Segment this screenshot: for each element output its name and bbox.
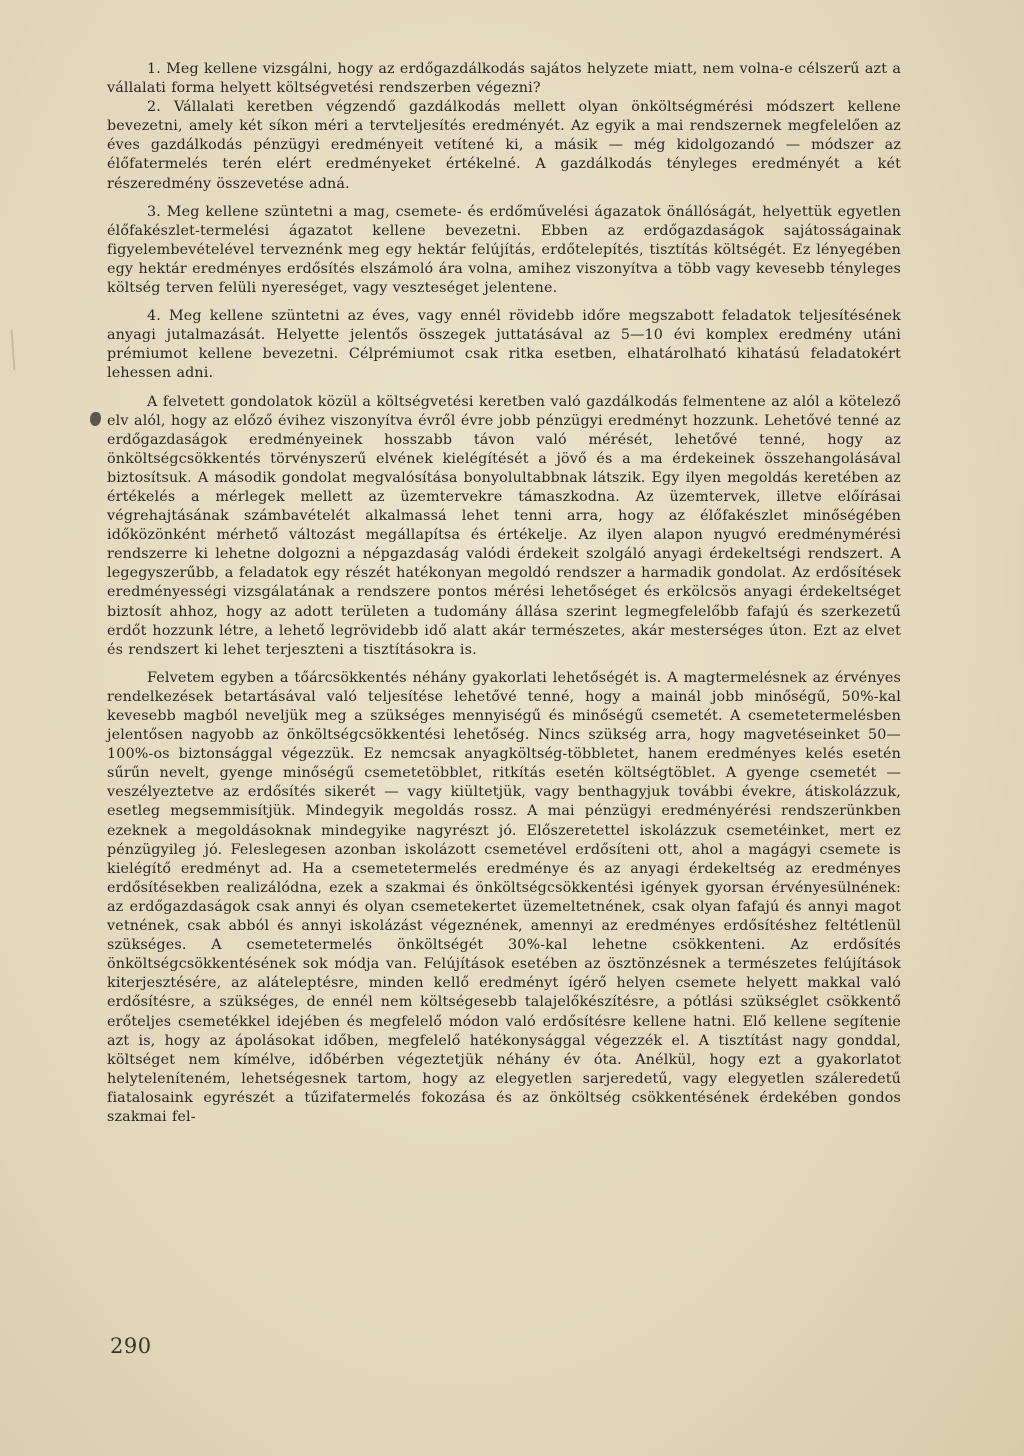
- paragraph-4: 4. Meg kellene szüntetni az éves, vagy ennél rövidebb időre megszabott feladatok teljesítésének anyagi jutalmazását. Helyette jelentős összegek juttatásával az 5—10 évi komplex eredmény utáni prémiumot kellene bevezetni. Célprémiumot csak ritka esetben, elhatárolható kihatású feladatokért lehessen adni.: [107, 308, 901, 382]
- ink-mark: [90, 412, 101, 426]
- paragraph-1: 1. Meg kellene vizsgálni, hogy az erdőgazdálkodás sajátos helyzete miatt, nem volna-e célszerű azt a vállalati forma helyett költségvetési rendszerben végezni?: [107, 61, 901, 97]
- paragraph-5: A felvetett gondolatok közül a költségvetési keretben való gazdálkodás felmentene az alól a kötelező elv alól, hogy az előző évihez viszonyítva évről évre jobb pénzügyi eredményt hozzunk. Lehetővé tenné az erdőgazdaságok eredményeinek hosszabb távon való mérését, lehetővé tenné, hogy az önköltségcsökkentés törvényszerű elvének kielégítését a jövő és a ma érdekeinek összehangolásával biztosítsuk. A második gondolat megvalósítása bonyolultabbnak látszik. Egy ilyen megoldás keretében az értékelés a mérlegek mellett az üzemtervekre támaszkodna. Az üzemtervek, illetve előírásai végrehajtásának számbavételét alkalmassá lehet tenni arra, hogy az élőfakészlet minőségében időközönként mérhető változást megállapítsa és értékelje. Az ilyen alapon nyugvó eredménymérési rendszerre ki lehetne dolgozni a népgazdaság valódi érdekeit szolgáló anyagi érdekeltségi rendszert. A legegyszerűbb, a feladatok egy részét hatékonyan megoldó rendszer a harmadik gondolat. Az erdősítések eredményességi vizsgálatának a rendszere pontos mérési lehetőséget és erkölcsös anyagi érdekeltséget biztosít ahhoz, hogy az adott területen a tudomány állása szerint legmegfelelőbb fafajú és szerkezetű erdőt hozzunk létre, a lehető legrövidebb idő alatt akár természetes, akár mesterséges úton. Ezt az elvet és rendszert ki lehet terjeszteni a tisztításokra is.: [107, 393, 901, 658]
- paper-crease: [11, 330, 16, 370]
- paragraph-6: Felvetem egyben a tőárcsökkentés néhány gyakorlati lehetőségét is. A magtermelésnek az érvényes rendelkezések betartásával való teljesítése lehetővé tenné, hogy a mainál jobb minőségű, 50%-kal kevesebb magból neveljük meg a szükséges mennyiségű és minőségű csemetét. A csemetetermelésben jelentősen nagyobb az önköltségcsökkentési lehetőség. Nincs szükség arra, hogy magvetéseinket 50—100%-os biztonsággal végezzük. Ez nemcsak anyagköltség-többletet, hanem eredményes kelés esetén sűrűn nevelt, gyenge minőségű csemetetöbblet, ritkítás esetén költségtöblet. A gyenge csemetét — veszélyeztetve az erdősítés sikerét — vagy kiültetjük, vagy benthagyjuk további évekre, átiskolázzuk, esetleg megsemmisítjük. Mindegyik megoldás rossz. A mai pénzügyi eredményérési rendszerünkben ezeknek a megoldásoknak mindegyike nagyrészt jó. Előszeretettel iskolázzuk csemetéinket, mert ez pénzügyileg jó. Feleslegesen azonban iskolázott csemetével erdősíteni ott, ahol a magágyi csemete is kielégítő eredményt ad. Ha a csemetetermelés eredménye és az anyagi érdekeltség az eredményes erdősítésekben realizálódna, ezek a szakmai és önköltségcsökkentési igények gyorsan érvényesülnének: az erdőgazdaságok csak annyi és olyan csemetekertet üzemeltetnének, csak olyan fafajú és annyi magot vetnének, csak abból és annyi iskolázást végeznének, amennyi az eredményes erdősítéshez feltétlenül szükséges. A csemetetermelés önköltségét 30%-kal lehetne csökkenteni. Az erdősítés önköltségcsökkentésének sok módja van. Felújítások esetében az ösztönzésnek a természetes felújítások kiterjesztésére, az aláteleptésre, minden kellő eredményt ígérő helyen csemete helyett makkal való erdősítésre, a szükséges, de ennél nem költségesebb talajelőkészítésre, a pótlási szükséglet csökkentő erőteljes csemetékkel idejében és megfelelő módon való erdősítésre kellene hatni. Elő kellene segítenie azt is, hogy az ápolásokat időben, megfelelő hatékonysággal végezzék el. A tisztítást nagy gonddal, költséget nem kímélve, időbérben végeztetjük néhány év óta. Anélkül, hogy ezt a gyakorlatot helyteleníteném, lehetségesnek tartom, hogy az elegyetlen sarjeredetű, vagy elegyetlen száleredetű fiatalosaink egyrészét a tűzifatermelés fokozása és az önköltség csökkentésének érdekében gondos szakmai fel-: [107, 669, 901, 1125]
- paragraph-3: 3. Meg kellene szüntetni a mag, csemete- és erdőművelési ágazatok önállóságát, helyettük egyetlen élőfakészlet-termelési ágazatot kellene bevezetni. Ebben az erdőgazdaságok sajátosságainak figyelembevételével terveznénk meg egy hektár felújítás, erdőtelepítés, tisztítás költségét. Ez lényegében egy hektár eredményes erdősítés elszámoló ára volna, amihez viszonyítva a több vagy kevesebb tényleges költség terven felüli nyereséget, vagy veszteséget jelentene.: [107, 203, 901, 297]
- paragraph-2: 2. Vállalati keretben végzendő gazdálkodás mellett olyan önköltségmérési módszert kellene bevezetni, amely két síkon méri a tervteljesítés eredményét. Az egyik a mai rendszernek megfelelően az éves gazdálkodás pénzügyi eredményeit vetítené ki, a másik — még kidolgozandó — módszer az élőfatermelés terén elért eredményeket értékelné. A gazdálkodás tényleges eredményét a két részeredmény összevetése adná.: [107, 99, 901, 192]
- page-number: 290: [110, 1334, 152, 1358]
- text-column: [107, 60, 901, 1127]
